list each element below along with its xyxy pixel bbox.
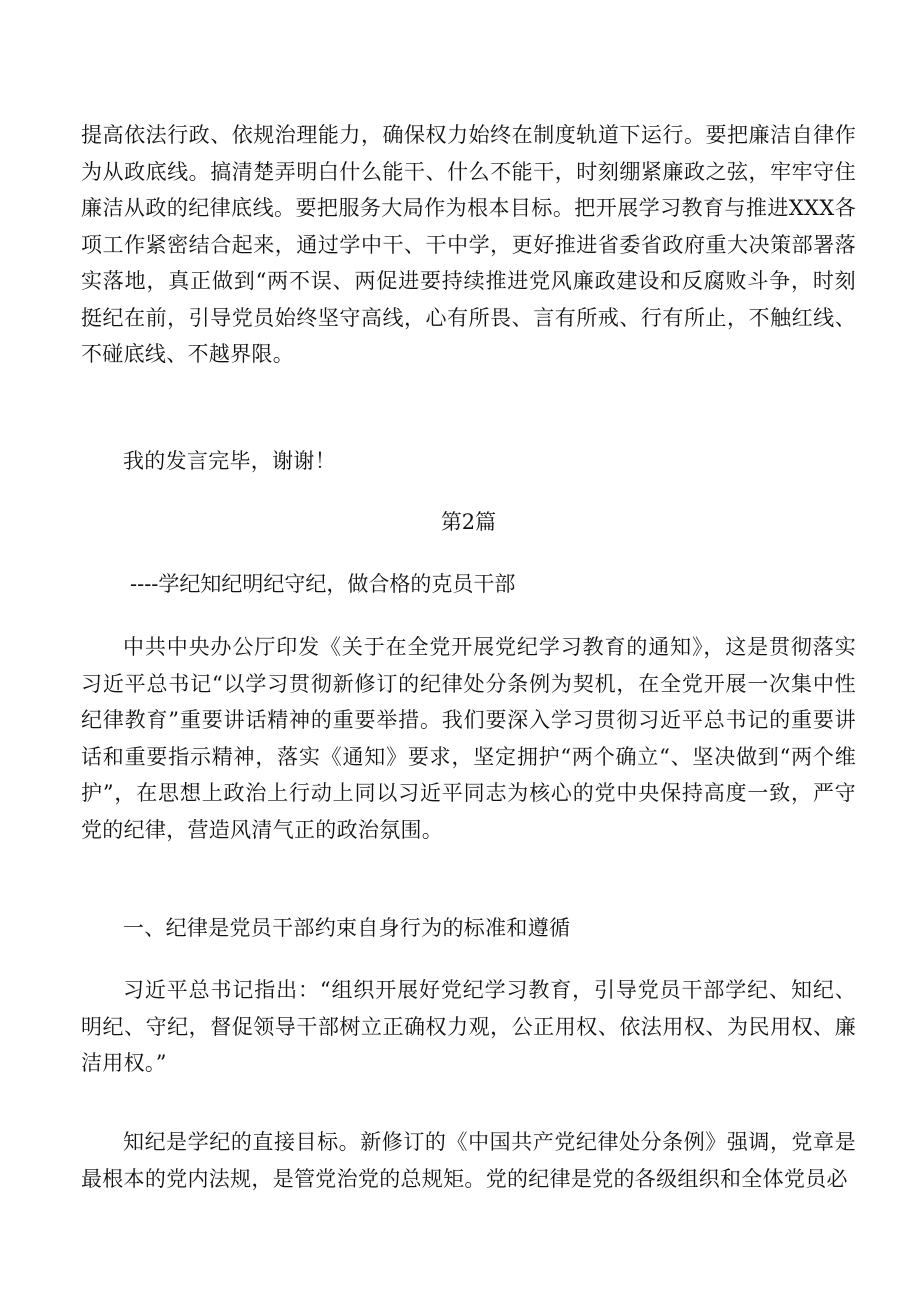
section-heading-1: 一、纪律是党员干部约束自身行为的标准和遵循 bbox=[123, 916, 571, 940]
paragraph-closing-remarks: 我的发言完毕，谢谢！ bbox=[123, 449, 336, 473]
paragraph-notice-introduction: 中共中央办公厅印发《关于在全党开展党纪学习教育的通知》，这是贯彻落实习近平总书记“以学习贯彻新修订的纪律处分条例为契机，在全党开展一次集中性纪律教育”重要讲话精神的重要举措。我们要深入学习贯彻习近平总书记的重要讲话和重要指示精神，落实《通知》要求，坚定拥护“两个确立“、坚决做到“两个维护”，在思想上政治上行动上同以习近平同志为核心的党中央保持高度一致，严守党的纪律，营造风清气正的政治氛围。 bbox=[81, 635, 856, 842]
paragraph-integrity-discipline: 提高依法行政、依规治理能力，确保权力始终在制度轨道下运行。要把廉洁自律作为从政底线。搞清楚弄明白什么能干、什么不能干，时刻绷紧廉政之弦，牢牢守住廉洁从政的纪律底线。要把服务大局作为根本目标。把开展学习教育与推进XXX各项工作紧密结合起来，通过学中干、干中学，更好推进省委省政府重大决策部署落实落地，真正做到“两不误、两促进要持续推进党风廉政建设和反腐败斗争，时刻挺纪在前，引导党员始终坚守高线，心有所畏、言有所戒、行有所止，不触红线、不碰底线、不越界限。 bbox=[81, 123, 856, 366]
article-subtitle: ----学纪知纪明纪守纪，做合格的克员干部 bbox=[130, 572, 516, 596]
paragraph-know-discipline: 知纪是学纪的直接目标。新修订的《中国共产党纪律处分条例》强调，党章是最根本的党内法规，是管党治党的总规矩。党的纪律是党的各级组织和全体党员必 bbox=[81, 1130, 856, 1191]
paragraph-quote: 习近平总书记指出：“组织开展好党纪学习教育，引导党员干部学纪、知纪、明纪、守纪，督促领导干部树立正确权力观，公正用权、依法用权、为民用权、廉洁用权。” bbox=[81, 978, 856, 1075]
article-heading: 第2篇 bbox=[440, 510, 497, 534]
